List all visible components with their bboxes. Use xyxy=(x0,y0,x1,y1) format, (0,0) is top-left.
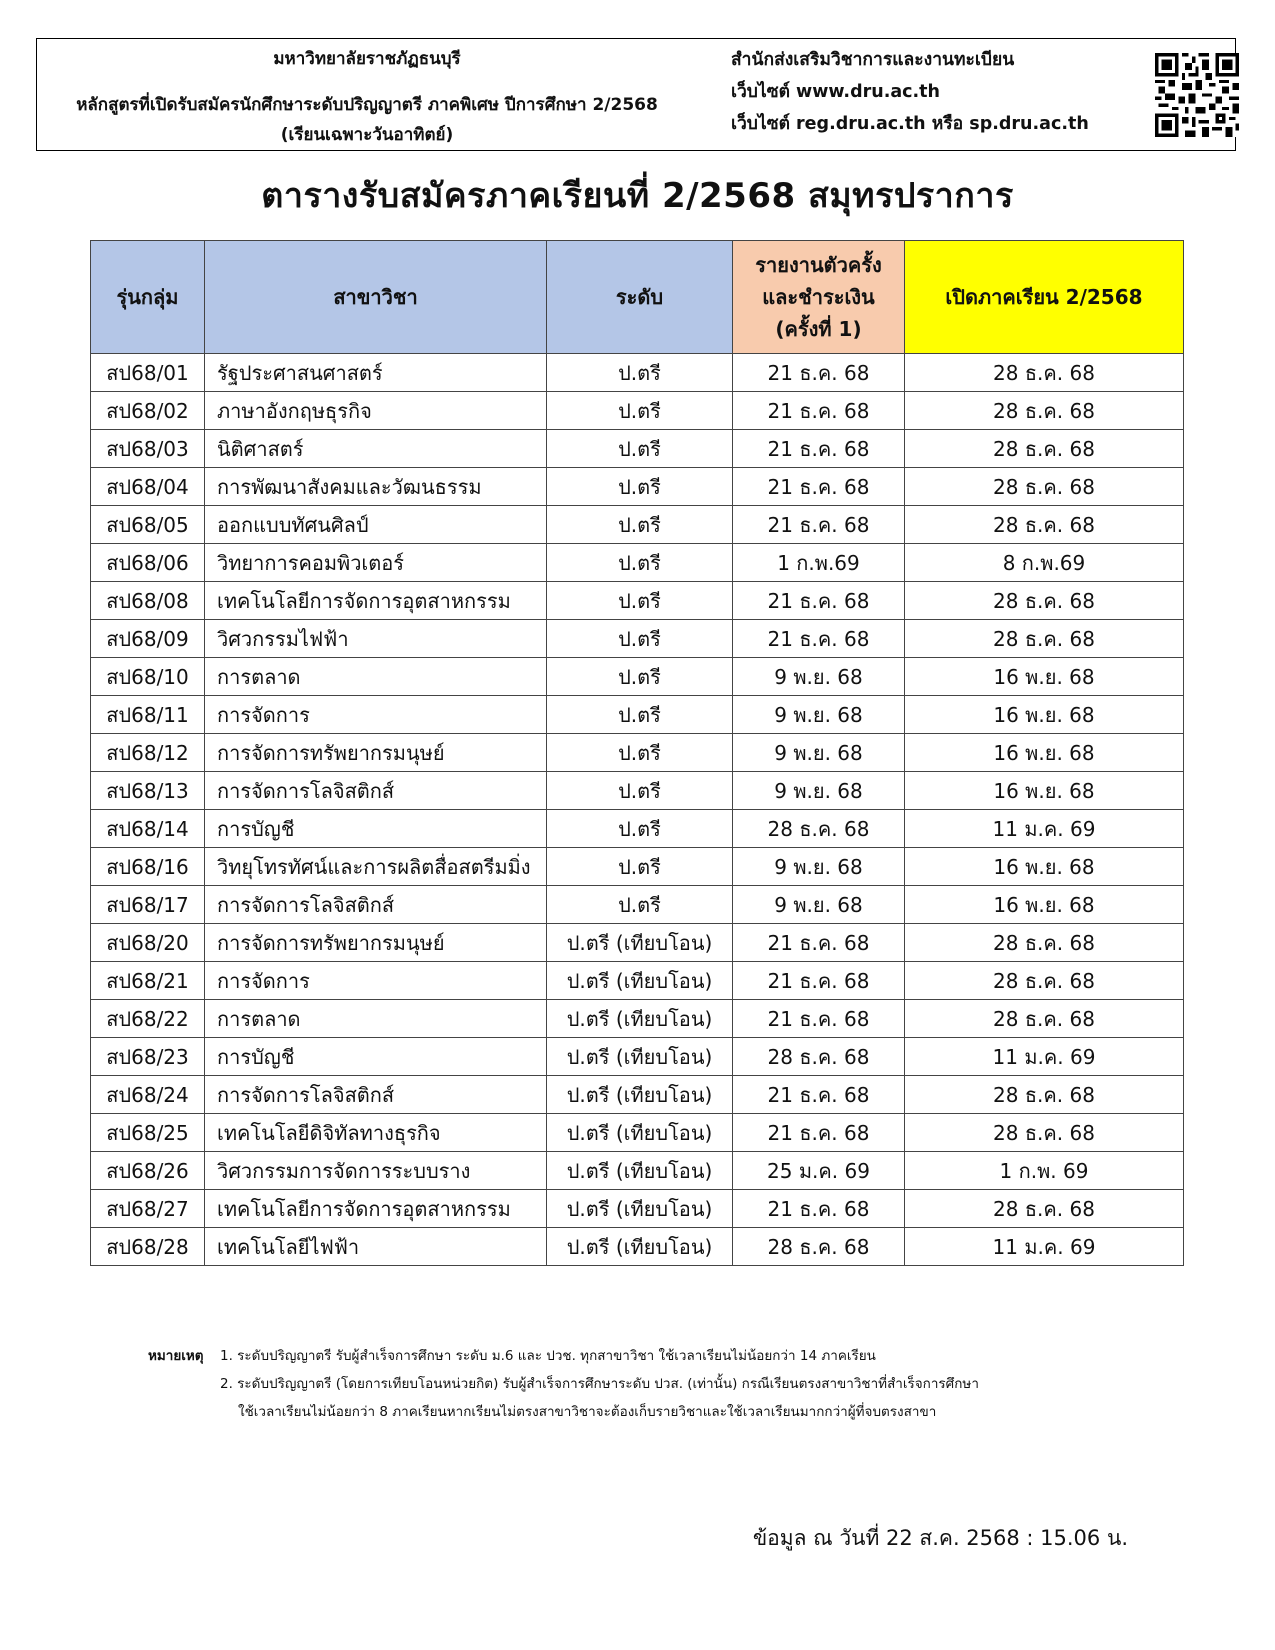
semester-start-cell: 28 ธ.ค. 68 xyxy=(905,392,1184,430)
degree-level-cell: ป.ตรี (เทียบโอน) xyxy=(547,1000,733,1038)
semester-start-cell: 28 ธ.ค. 68 xyxy=(905,354,1184,392)
column-header-report-payment: รายงานตัวครั้ง และชำระเงิน (ครั้งที่ 1) xyxy=(733,241,905,354)
table-row xyxy=(91,848,1184,886)
program-name-cell: การจัดการโลจิสติกส์ xyxy=(205,886,547,924)
degree-level-cell: ป.ตรี (เทียบโอน) xyxy=(547,1076,733,1114)
registration-website-link[interactable]: เว็บไซต์ reg.dru.ac.th หรือ sp.dru.ac.th xyxy=(731,114,1089,134)
program-name-cell: การบัญชี xyxy=(205,1038,547,1076)
semester-start-cell: 16 พ.ย. 68 xyxy=(905,848,1184,886)
semester-start-cell: 11 ม.ค. 69 xyxy=(905,810,1184,848)
note-line-3: ใช้เวลาเรียนไม่น้อยกว่า 8 ภาคเรียนหากเรียนไม่ตรงสาขาวิชาจะต้องเก็บรายวิชาและใช้เวลาเรียนมากกว่าผู้ที่จบตรงสาขา xyxy=(238,1404,937,1420)
report-date-cell: 21 ธ.ค. 68 xyxy=(733,1076,905,1114)
page-title: ตารางรับสมัครภาคเรียนที่ 2/2568 สมุทรปราการ xyxy=(261,176,1014,216)
program-name-cell: วิศวกรรมการจัดการระบบราง xyxy=(205,1152,547,1190)
website-link[interactable]: เว็บไซต์ www.dru.ac.th xyxy=(731,82,941,102)
report-date-cell: 21 ธ.ค. 68 xyxy=(733,392,905,430)
group-code-cell: สป68/10 xyxy=(91,658,205,696)
group-code-cell: สป68/22 xyxy=(91,1000,205,1038)
report-date-cell: 21 ธ.ค. 68 xyxy=(733,924,905,962)
semester-start-cell: 16 พ.ย. 68 xyxy=(905,696,1184,734)
table-row xyxy=(91,886,1184,924)
column-header-level: ระดับ xyxy=(547,241,733,354)
group-code-cell: สป68/20 xyxy=(91,924,205,962)
degree-level-cell: ป.ตรี xyxy=(547,696,733,734)
degree-level-cell: ป.ตรี xyxy=(547,430,733,468)
degree-level-cell: ป.ตรี xyxy=(547,506,733,544)
program-name-cell: เทคโนโลยีดิจิทัลทางธุรกิจ xyxy=(205,1114,547,1152)
program-name-cell: การจัดการทรัพยากรมนุษย์ xyxy=(205,924,547,962)
semester-start-cell: 16 พ.ย. 68 xyxy=(905,886,1184,924)
semester-start-cell: 28 ธ.ค. 68 xyxy=(905,430,1184,468)
note-line-2: 2. ระดับปริญญาตรี (โดยการเทียบโอนหน่วยกิต) รับผู้สำเร็จการศึกษาระดับ ปวส. (เท่านั้น) กรณีเรียนตรงสาขาวิชาที่สำเร็จการศึกษา xyxy=(220,1376,979,1392)
semester-start-cell: 28 ธ.ค. 68 xyxy=(905,962,1184,1000)
report-date-cell: 21 ธ.ค. 68 xyxy=(733,430,905,468)
table-body xyxy=(91,354,1184,1266)
report-date-cell: 21 ธ.ค. 68 xyxy=(733,1190,905,1228)
program-heading: หลักสูตรที่เปิดรับสมัครนักศึกษาระดับปริญญาตรี ภาคพิเศษ ปีการศึกษา 2/2568 xyxy=(76,95,658,115)
semester-start-cell: 28 ธ.ค. 68 xyxy=(905,924,1184,962)
group-code-cell: สป68/16 xyxy=(91,848,205,886)
program-name-cell: การบัญชี xyxy=(205,810,547,848)
program-name-cell: เทคโนโลยีการจัดการอุตสาหกรรม xyxy=(205,582,547,620)
table-row xyxy=(91,1190,1184,1228)
group-code-cell: สป68/26 xyxy=(91,1152,205,1190)
group-code-cell: สป68/05 xyxy=(91,506,205,544)
degree-level-cell: ป.ตรี (เทียบโอน) xyxy=(547,1190,733,1228)
degree-level-cell: ป.ตรี xyxy=(547,734,733,772)
semester-start-cell: 1 ก.พ. 69 xyxy=(905,1152,1184,1190)
table-row xyxy=(91,582,1184,620)
program-name-cell: วิทยุโทรทัศน์และการผลิตสื่อสตรีมมิ่ง xyxy=(205,848,547,886)
admission-schedule-table xyxy=(90,240,1184,1266)
semester-start-cell: 11 ม.ค. 69 xyxy=(905,1038,1184,1076)
report-date-cell: 9 พ.ย. 68 xyxy=(733,734,905,772)
semester-start-cell: 28 ธ.ค. 68 xyxy=(905,1190,1184,1228)
group-code-cell: สป68/23 xyxy=(91,1038,205,1076)
column-header-group: รุ่นกลุ่ม xyxy=(91,241,205,354)
table-row xyxy=(91,658,1184,696)
semester-start-cell: 28 ธ.ค. 68 xyxy=(905,1076,1184,1114)
semester-start-cell: 8 ก.พ.69 xyxy=(905,544,1184,582)
column-header-program: สาขาวิชา xyxy=(205,241,547,354)
report-date-cell: 9 พ.ย. 68 xyxy=(733,886,905,924)
group-code-cell: สป68/14 xyxy=(91,810,205,848)
program-name-cell: การจัดการโลจิสติกส์ xyxy=(205,772,547,810)
table-row xyxy=(91,506,1184,544)
report-date-cell: 21 ธ.ค. 68 xyxy=(733,620,905,658)
data-timestamp: ข้อมูล ณ วันที่ 22 ส.ค. 2568 : 15.06 น. xyxy=(752,1526,1128,1550)
table-row xyxy=(91,620,1184,658)
program-name-cell: ออกแบบทัศนศิลป์ xyxy=(205,506,547,544)
table-row xyxy=(91,468,1184,506)
group-code-cell: สป68/24 xyxy=(91,1076,205,1114)
report-date-cell: 21 ธ.ค. 68 xyxy=(733,962,905,1000)
group-code-cell: สป68/02 xyxy=(91,392,205,430)
program-name-cell: การจัดการ xyxy=(205,696,547,734)
group-code-cell: สป68/08 xyxy=(91,582,205,620)
table-row xyxy=(91,810,1184,848)
group-code-cell: สป68/11 xyxy=(91,696,205,734)
report-date-cell: 28 ธ.ค. 68 xyxy=(733,810,905,848)
report-date-cell: 9 พ.ย. 68 xyxy=(733,658,905,696)
degree-level-cell: ป.ตรี xyxy=(547,810,733,848)
program-name-cell: การจัดการโลจิสติกส์ xyxy=(205,1076,547,1114)
group-code-cell: สป68/28 xyxy=(91,1228,205,1266)
program-name-cell: เทคโนโลยีไฟฟ้า xyxy=(205,1228,547,1266)
header-box xyxy=(36,38,1236,151)
report-date-cell: 21 ธ.ค. 68 xyxy=(733,506,905,544)
semester-start-cell: 16 พ.ย. 68 xyxy=(905,734,1184,772)
program-name-cell: การพัฒนาสังคมและวัฒนธรรม xyxy=(205,468,547,506)
degree-level-cell: ป.ตรี xyxy=(547,468,733,506)
group-code-cell: สป68/27 xyxy=(91,1190,205,1228)
table-row xyxy=(91,734,1184,772)
degree-level-cell: ป.ตรี xyxy=(547,582,733,620)
report-date-cell: 9 พ.ย. 68 xyxy=(733,848,905,886)
group-code-cell: สป68/12 xyxy=(91,734,205,772)
program-name-cell: การจัดการทรัพยากรมนุษย์ xyxy=(205,734,547,772)
table-row xyxy=(91,1076,1184,1114)
report-date-cell: 9 พ.ย. 68 xyxy=(733,772,905,810)
degree-level-cell: ป.ตรี (เทียบโอน) xyxy=(547,962,733,1000)
program-name-cell: วิทยาการคอมพิวเตอร์ xyxy=(205,544,547,582)
program-name-cell: นิติศาสตร์ xyxy=(205,430,547,468)
group-code-cell: สป68/04 xyxy=(91,468,205,506)
program-name-cell: ภาษาอังกฤษธุรกิจ xyxy=(205,392,547,430)
degree-level-cell: ป.ตรี (เทียบโอน) xyxy=(547,1038,733,1076)
table-row xyxy=(91,544,1184,582)
group-code-cell: สป68/03 xyxy=(91,430,205,468)
degree-level-cell: ป.ตรี xyxy=(547,772,733,810)
program-name-cell: รัฐประศาสนศาสตร์ xyxy=(205,354,547,392)
table-row xyxy=(91,1038,1184,1076)
semester-start-cell: 28 ธ.ค. 68 xyxy=(905,620,1184,658)
group-code-cell: สป68/09 xyxy=(91,620,205,658)
table-row xyxy=(91,962,1184,1000)
program-name-cell: การตลาด xyxy=(205,1000,547,1038)
report-date-cell: 21 ธ.ค. 68 xyxy=(733,354,905,392)
report-date-cell: 9 พ.ย. 68 xyxy=(733,696,905,734)
table-row xyxy=(91,392,1184,430)
table-row xyxy=(91,1000,1184,1038)
column-header-semester-start: เปิดภาคเรียน 2/2568 xyxy=(905,241,1184,354)
semester-start-cell: 28 ธ.ค. 68 xyxy=(905,506,1184,544)
degree-level-cell: ป.ตรี xyxy=(547,354,733,392)
semester-start-cell: 11 ม.ค. 69 xyxy=(905,1228,1184,1266)
semester-start-cell: 28 ธ.ค. 68 xyxy=(905,1000,1184,1038)
table-row xyxy=(91,696,1184,734)
semester-start-cell: 16 พ.ย. 68 xyxy=(905,658,1184,696)
note-line-1: 1. ระดับปริญญาตรี รับผู้สำเร็จการศึกษา ระดับ ม.6 และ ปวช. ทุกสาขาวิชา ใช้เวลาเรียนไม่น้อยกว่า 14 ภาคเรียน xyxy=(220,1348,876,1364)
group-code-cell: สป68/25 xyxy=(91,1114,205,1152)
degree-level-cell: ป.ตรี xyxy=(547,392,733,430)
table-header-row xyxy=(91,241,1184,354)
report-date-cell: 21 ธ.ค. 68 xyxy=(733,582,905,620)
report-date-cell: 1 ก.พ.69 xyxy=(733,544,905,582)
university-name: มหาวิทยาลัยราชภัฏธนบุรี xyxy=(273,49,461,69)
report-date-cell: 28 ธ.ค. 68 xyxy=(733,1228,905,1266)
report-date-cell: 25 ม.ค. 69 xyxy=(733,1152,905,1190)
semester-start-cell: 28 ธ.ค. 68 xyxy=(905,1114,1184,1152)
degree-level-cell: ป.ตรี (เทียบโอน) xyxy=(547,1114,733,1152)
notes-label: หมายเหตุ xyxy=(148,1348,204,1364)
report-date-cell: 21 ธ.ค. 68 xyxy=(733,1000,905,1038)
sunday-only-note: (เรียนเฉพาะวันอาทิตย์) xyxy=(280,125,454,145)
program-name-cell: การตลาด xyxy=(205,658,547,696)
degree-level-cell: ป.ตรี xyxy=(547,544,733,582)
table-row xyxy=(91,354,1184,392)
report-date-cell: 21 ธ.ค. 68 xyxy=(733,1114,905,1152)
report-date-cell: 21 ธ.ค. 68 xyxy=(733,468,905,506)
semester-start-cell: 28 ธ.ค. 68 xyxy=(905,582,1184,620)
table-row xyxy=(91,1228,1184,1266)
semester-start-cell: 16 พ.ย. 68 xyxy=(905,772,1184,810)
table-row xyxy=(91,1114,1184,1152)
group-code-cell: สป68/17 xyxy=(91,886,205,924)
program-name-cell: การจัดการ xyxy=(205,962,547,1000)
group-code-cell: สป68/06 xyxy=(91,544,205,582)
group-code-cell: สป68/21 xyxy=(91,962,205,1000)
table-row xyxy=(91,924,1184,962)
table-row xyxy=(91,1152,1184,1190)
degree-level-cell: ป.ตรี xyxy=(547,886,733,924)
group-code-cell: สป68/13 xyxy=(91,772,205,810)
program-name-cell: เทคโนโลยีการจัดการอุตสาหกรรม xyxy=(205,1190,547,1228)
degree-level-cell: ป.ตรี (เทียบโอน) xyxy=(547,1152,733,1190)
semester-start-cell: 28 ธ.ค. 68 xyxy=(905,468,1184,506)
degree-level-cell: ป.ตรี xyxy=(547,620,733,658)
qr-code-icon[interactable] xyxy=(1155,53,1239,137)
group-code-cell: สป68/01 xyxy=(91,354,205,392)
program-name-cell: วิศวกรรมไฟฟ้า xyxy=(205,620,547,658)
office-name: สำนักส่งเสริมวิชาการและงานทะเบียน xyxy=(731,50,1015,70)
table-row xyxy=(91,430,1184,468)
degree-level-cell: ป.ตรี (เทียบโอน) xyxy=(547,924,733,962)
degree-level-cell: ป.ตรี xyxy=(547,658,733,696)
degree-level-cell: ป.ตรี xyxy=(547,848,733,886)
table-row xyxy=(91,772,1184,810)
degree-level-cell: ป.ตรี (เทียบโอน) xyxy=(547,1228,733,1266)
report-date-cell: 28 ธ.ค. 68 xyxy=(733,1038,905,1076)
